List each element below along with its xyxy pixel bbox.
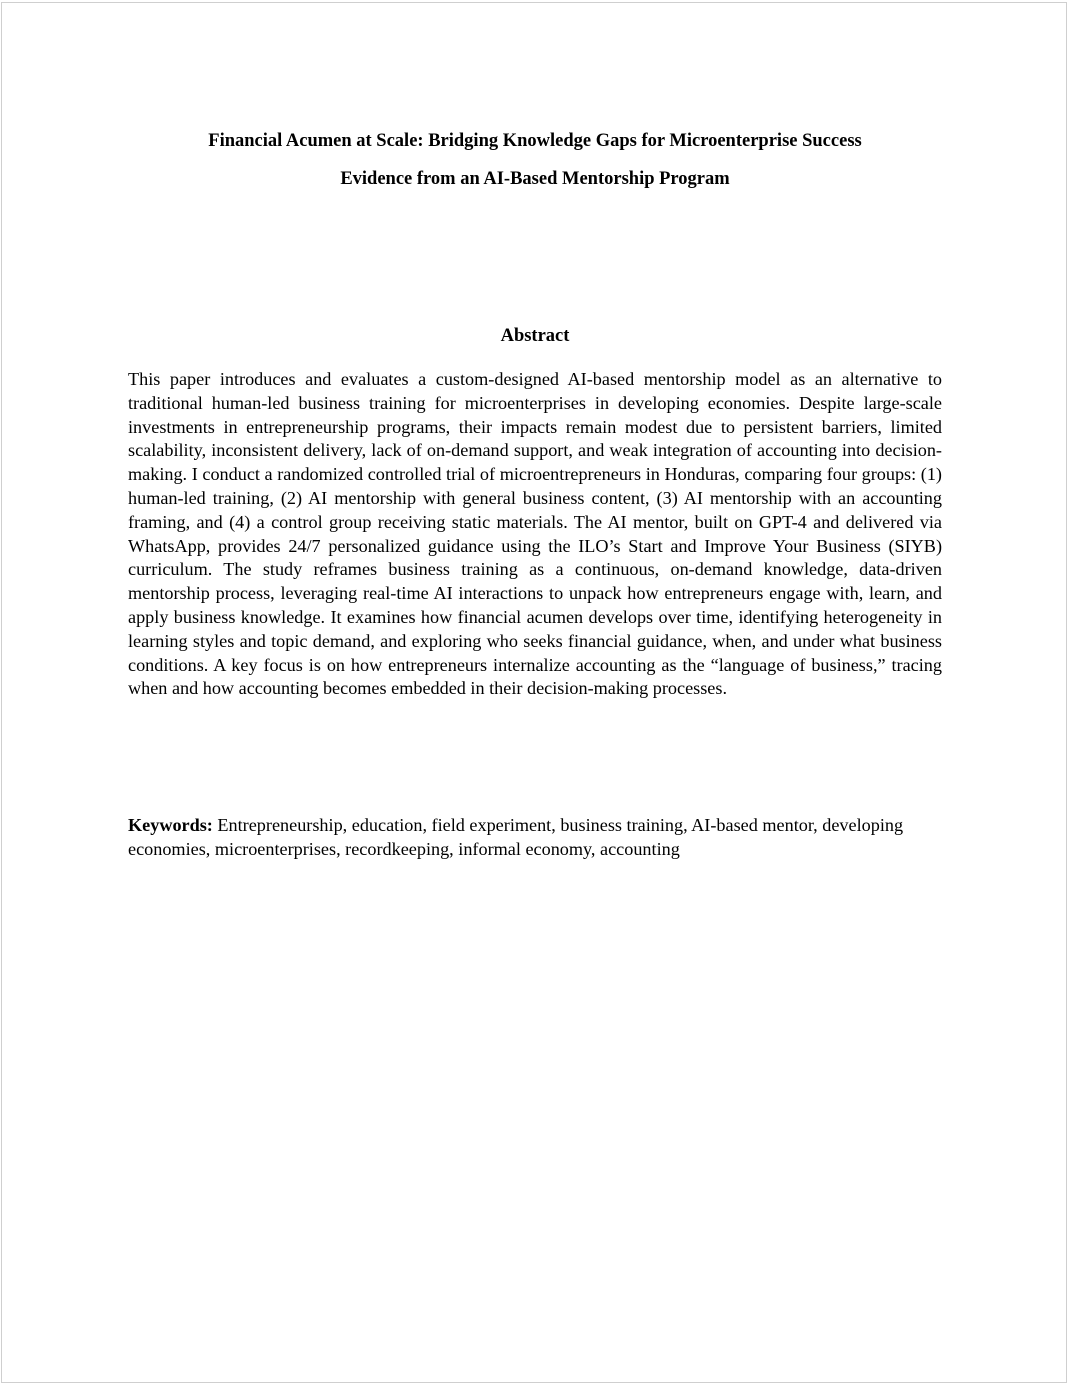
- paper-subtitle: Evidence from an AI-Based Mentorship Program: [340, 169, 730, 189]
- abstract-body: This paper introduces and evaluates a custom-designed AI-based mentorship model as an alternative to traditional human-led business training for microenterprises in developing economies. Despite large-scale investments in entrepreneurship programs, their impacts remain modest due to persistent barriers, limited scalability, inconsistent delivery, lack of on-demand support, and weak integration of accounting into decision-making. I conduct a randomized controlled trial of microentrepreneurs in Honduras, comparing four groups: (1) human-led training, (2) AI mentorship with general business content, (3) AI mentorship with an accounting framing, and (4) a control group receiving static materials. The AI mentor, built on GPT-4 and delivered via WhatsApp, provides 24/7 personalized guidance using the ILO’s Start and Improve Your Business (SIYB) curriculum. The study reframes business training as a continuous, on-demand knowledge, data-driven mentorship process, leveraging real-time AI interactions to unpack how entrepreneurs engage with, learn, and apply business knowledge. It examines how financial acumen develops over time, identifying heterogeneity in learning styles and topic demand, and exploring who seeks financial guidance, when, and under what business conditions. A key focus is on how entrepreneurs internalize accounting as the “language of business,” tracing when and how accounting becomes embedded in their decision-making processes.: [128, 369, 942, 699]
- keywords-section: [128, 814, 942, 862]
- abstract-heading: Abstract: [500, 326, 570, 346]
- keywords-list: Entrepreneurship, education, field experiment, business training, AI-based mentor, developing economies, microenterprises, recordkeeping, informal economy, accounting: [128, 815, 904, 859]
- paper-title: Financial Acumen at Scale: Bridging Knowledge Gaps for Microenterprise Success: [208, 131, 862, 151]
- keywords-label: Keywords:: [128, 815, 213, 835]
